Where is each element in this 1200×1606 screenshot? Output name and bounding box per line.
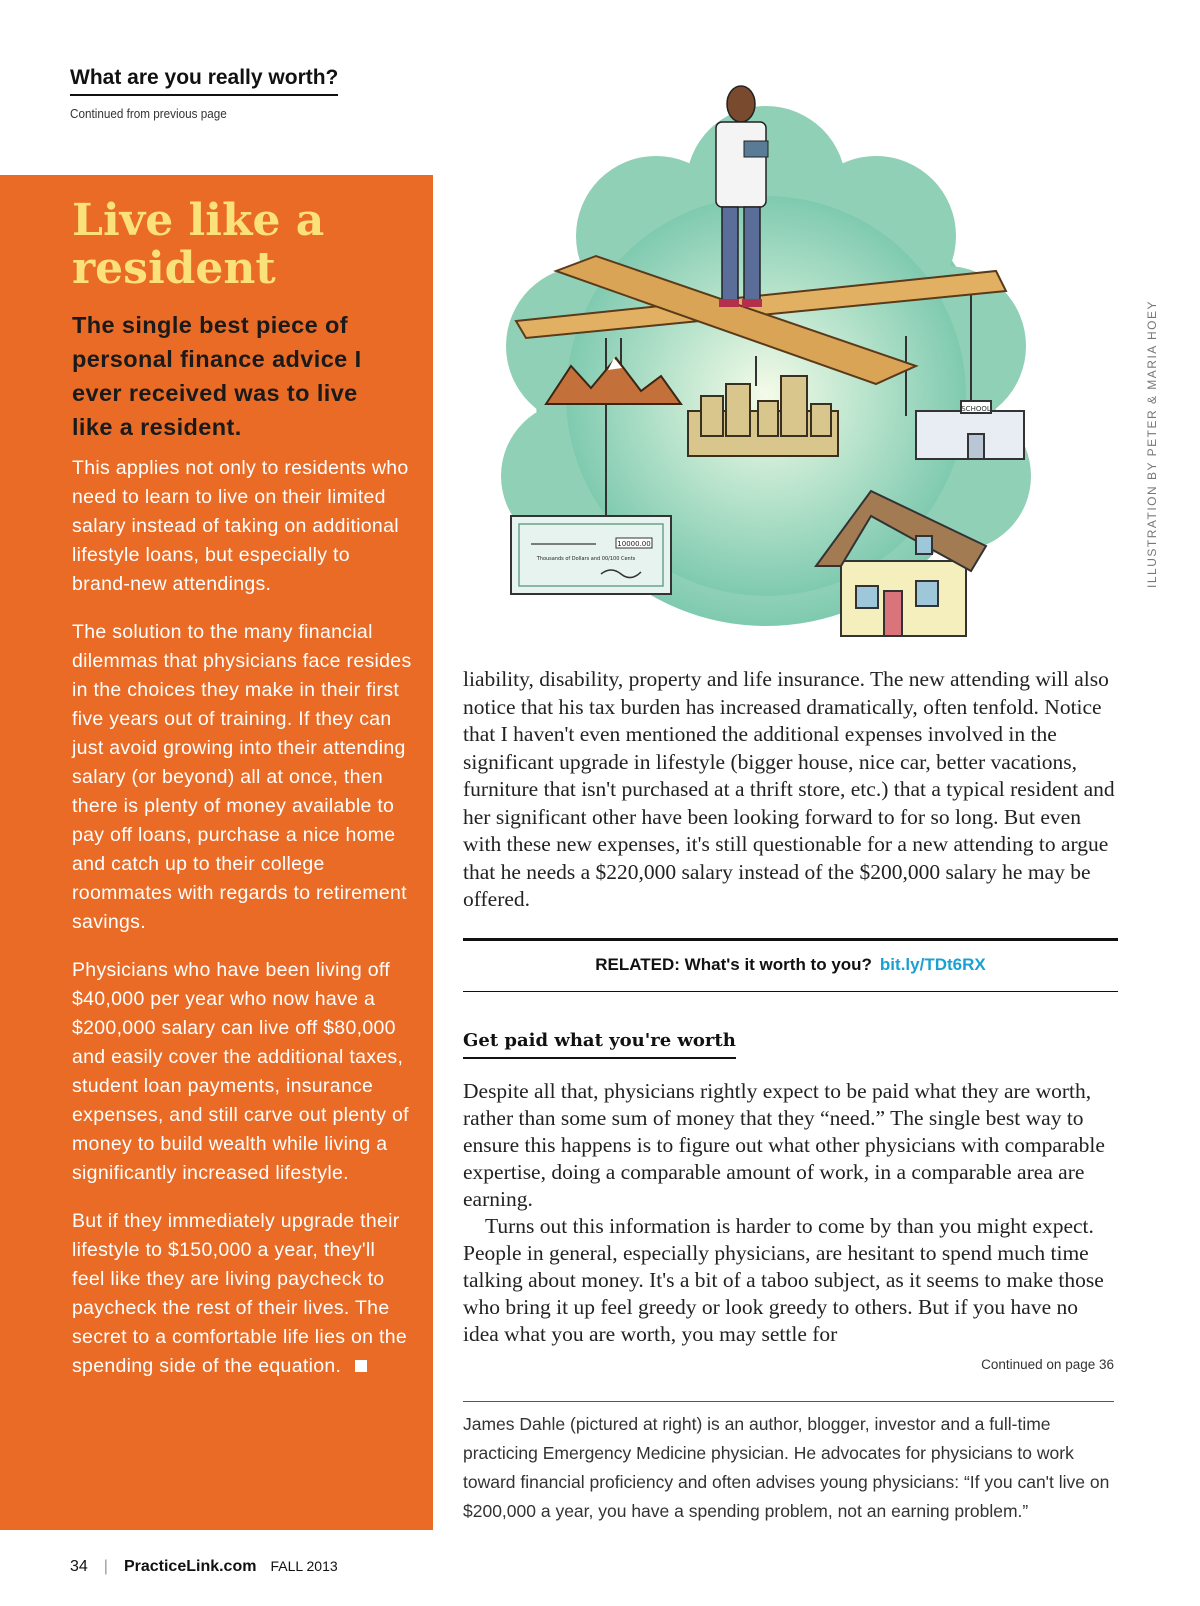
author-bio: James Dahle (pictured at right) is an author, blogger, investor and a full-time practicing Emergency Medicine physician. He advocates for physicians to work toward financial proficiency and often advises young physicians: “If you can't live on $200,000 a year, you have a spending problem, not an earning problem.” [463,1414,1110,1521]
related-box [463,955,1118,975]
bio-rule [463,1401,1114,1402]
article-subhead: Get paid what you're worth [463,1030,736,1059]
page-number: 34 [70,1558,88,1575]
related-link[interactable]: bit.ly/TDt6RX [879,955,986,974]
article-body [463,1078,1118,1348]
related-bottom-rule [463,991,1118,992]
footer-site: PracticeLink.com [123,1558,257,1575]
check-written-amount: Thousands of Dollars and 00/100 Cents [536,556,636,562]
section-title: What are you really worth? [70,66,338,96]
related-label: RELATED: What's it worth to you? [595,955,872,974]
continued-from-label: Continued from previous page [70,106,227,121]
footer-separator: | [103,1558,108,1575]
end-square-icon [355,1360,367,1372]
sidebar-paragraph: Physicians who have been living off $40,000 per year who now have a $200,000 salary can live off $80,000 and easily cover the additional taxes, student loan payments, insurance expenses, and still carve out plenty of money to build wealth while living a significantly increased lifestyle. [72,959,409,1184]
article-paragraph: Despite all that, physicians rightly expect to be paid what they are worth, rather than some sum of money that they “need.” The single best way to ensure this happens is to figure out what other physicians with comparable expertise, doing a comparable amount of work, in a comparable area are earning. [463,1079,1105,1211]
footer-issue: FALL 2013 [270,1558,338,1574]
illustration-credit [1145,300,1163,588]
continued-on-label: Continued on page 36 [981,1357,1114,1372]
page-footer [70,1558,338,1576]
sidebar-title: Live like a resident [72,195,325,294]
illustration-svg [476,66,1058,658]
related-top-rule [463,938,1118,941]
school-sign: SCHOOL [961,405,991,413]
article-paragraph: Turns out this information is harder to come by than you might expect. People in general, especially physicians, are hesitant to spend much time talking about money. It's a bit of a taboo subject, as it seems to make those who bring it up feel greedy or look greedy to others. But if you have no idea what you are worth, you may settle for [463,1214,1104,1346]
illustration-credit-text: ILLUSTRATION BY PETER & MARIA HOEY [1145,300,1159,588]
sidebar-paragraph-last [72,1207,412,1381]
check-amount: 10000.00 [617,540,651,548]
sidebar-lead: The single best piece of personal finance advice I ever received was to live like a resident. [72,312,362,440]
article-continued-paragraph: liability, disability, property and life insurance. The new attending will also notice that his tax burden has increased dramatically, often tenfold. Notice that I haven't even mentioned the additional expenses involved in the significant upgrade in lifestyle (bigger house, nice car, better vacations, furniture that isn't purchased at a thrift store, etc.) that a typical resident and her significant other have been looking forward to for so long. But even with these new expenses, it's still questionable for a new attending to argue that he needs a $220,000 salary instead of the $200,000 salary he may be offered. [463,667,1115,911]
sidebar-paragraph: This applies not only to residents who need to learn to live on their limited salary instead of taking on additional lifestyle loans, but especially to brand-new attendings. [72,457,409,595]
sidebar-paragraph: The solution to the many financial dilemmas that physicians face resides in the choices they make in their first five years out of training. If they can just avoid growing into their attending salary (or beyond) all at once, then there is plenty of money available to pay off loans, purchase a nice home and catch up to their college roommates with regards to retirement savings. [72,621,412,933]
sidebar-paragraph-text: But if they immediately upgrade their lifestyle to $150,000 a year, they'll feel like they are living paycheck to paycheck the rest of their lives. The secret to a comfortable life lies on the spending side of the equation. [72,1210,407,1377]
illustration [476,66,1058,658]
check [511,516,671,594]
sidebar-box [0,175,433,1530]
sidebar-body [72,454,412,1400]
